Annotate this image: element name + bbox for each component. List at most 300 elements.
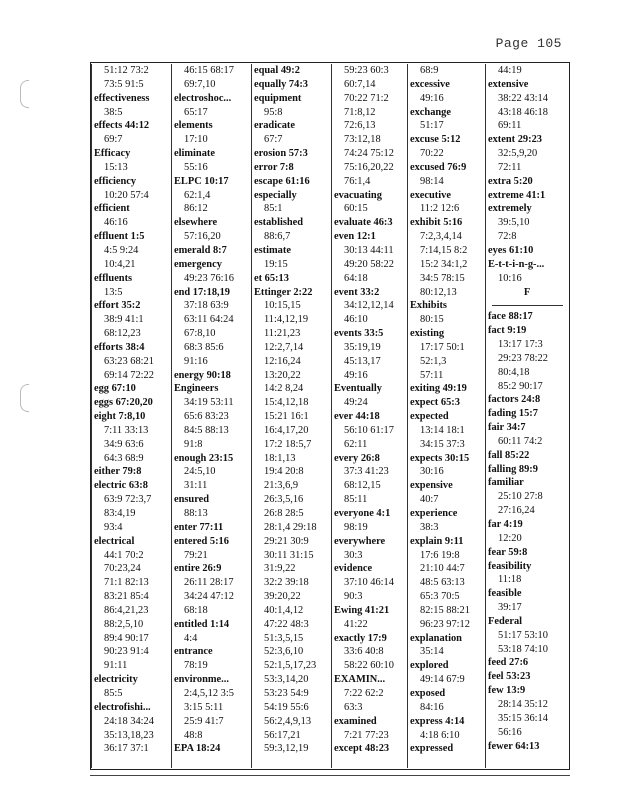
page-line-ref: 34:12,12,14: [344, 300, 394, 312]
page-line-ref: 49:24: [344, 397, 368, 409]
index-term: falling 89:9: [488, 463, 538, 475]
page-line-ref: 25:9 41:7: [184, 715, 224, 727]
page-line-ref: 15:2 34:1,2: [420, 258, 468, 270]
index-term: extremely: [488, 203, 532, 215]
page-line-ref: 67:7: [264, 134, 283, 146]
index-term: expressed: [410, 743, 454, 755]
index-term: effluent 1:5: [94, 231, 145, 243]
page-line-ref: 40:1,4,12: [264, 604, 304, 616]
page-line-ref: 96:23 97:12: [420, 618, 470, 630]
page-line-ref: 39:5,10: [498, 217, 530, 229]
page-line-ref: 30:11 31:15: [264, 549, 314, 561]
index-term: enough 23:15: [174, 452, 234, 464]
index-term: ELPC 10:17: [174, 175, 229, 187]
page-line-ref: 90:23 91:4: [104, 646, 149, 658]
page-line-ref: 69:11: [498, 120, 522, 132]
page-line-ref: 7:11 33:13: [104, 424, 149, 436]
index-term: expensive: [410, 480, 453, 492]
page-line-ref: 7:14,15 8:2: [420, 244, 468, 256]
index-term: Eventually: [334, 383, 382, 395]
page-line-ref: 26:8 28:5: [264, 508, 304, 519]
page-line-ref: 12:20: [498, 532, 522, 544]
page-line-ref: 86:12: [184, 203, 208, 215]
page-line-ref: 72:6,13: [344, 120, 376, 132]
index-term: extensive: [488, 78, 529, 90]
page-line-ref: 52:1,5,17,23: [264, 660, 317, 672]
index-term: EXAMIN...: [334, 674, 386, 686]
page-line-ref: 28:1,4 29:18: [264, 521, 317, 533]
page-line-ref: 4:18 6:10: [420, 729, 460, 741]
index-term: error 7:8: [254, 161, 294, 173]
page-line-ref: 49:16: [420, 92, 444, 104]
page-line-ref: 75:16,20,22: [344, 161, 394, 173]
page-line-ref: 63:23 68:21: [104, 355, 154, 367]
page-line-ref: 35:15 36:14: [498, 712, 548, 724]
page-line-ref: 10:16: [498, 272, 522, 284]
index-term: exchange: [410, 106, 451, 118]
index-term: feasible: [488, 588, 522, 600]
page-line-ref: 11:21,23: [264, 328, 301, 340]
index-term: Ettinger 2:22: [254, 286, 313, 298]
index-term: excessive: [410, 78, 450, 90]
page-line-ref: 70:22 71:2: [344, 92, 389, 104]
index-term: even 12:1: [334, 231, 376, 243]
index-term: exiting 49:19: [410, 383, 467, 395]
page-line-ref: 39:17: [498, 602, 522, 614]
page-line-ref: 37:3 41:23: [344, 466, 389, 478]
page-line-ref: 45:13,17: [344, 355, 381, 367]
page-line-ref: 65:6 83:23: [184, 411, 229, 423]
index-term: everywhere: [334, 535, 386, 547]
page-line-ref: 35:19,19: [344, 341, 381, 353]
index-term: fact 9:19: [488, 325, 527, 337]
page-line-ref: 13:14 18:1: [420, 424, 465, 436]
page-line-ref: 19:4 20:8: [264, 466, 304, 478]
page-line-ref: 95:8: [264, 106, 283, 118]
index-term: equipment: [254, 92, 302, 104]
index-term: effort 35:2: [94, 300, 141, 312]
page-line-ref: 11:18: [498, 574, 522, 586]
page-line-ref: 56:10 61:17: [344, 424, 394, 436]
index-term: fewer 64:13: [488, 740, 540, 752]
page-line-ref: 49:20 58:22: [344, 258, 394, 270]
index-term: far 4:19: [488, 519, 523, 530]
page-line-ref: 53:18 74:10: [498, 643, 548, 655]
index-term: efficient: [94, 203, 130, 215]
page-line-ref: 37:10 46:14: [344, 577, 394, 589]
page-line-ref: 88:2,5,10: [104, 618, 144, 630]
page-line-ref: 15:21 16:1: [264, 411, 309, 423]
index-term: entrance: [174, 646, 213, 658]
index-term: everyone 4:1: [334, 508, 391, 519]
page-line-ref: 58:22 60:10: [344, 660, 394, 672]
page-line-ref: 98:14: [420, 175, 444, 187]
page-line-ref: 71:8,12: [344, 106, 376, 118]
index-term: expect 65:3: [410, 397, 460, 409]
page-line-ref: 62:11: [344, 438, 368, 450]
index-term: environme...: [174, 674, 229, 686]
page-line-ref: 2:4,5,12 3:5: [184, 687, 234, 699]
index-term: enter 77:11: [174, 521, 224, 533]
index-term: eradicate: [254, 120, 295, 132]
page-line-ref: 68:12,23: [104, 328, 141, 340]
index-term: eight 7:8,10: [94, 411, 146, 423]
page-line-ref: 54:19 55:6: [264, 701, 309, 713]
page-line-ref: 68:3 85:6: [184, 341, 224, 353]
page-line-ref: 43:18 46:18: [498, 106, 548, 118]
page-line-ref: 12:2,7,14: [264, 341, 304, 353]
page-line-ref: 83:21 85:4: [104, 591, 149, 603]
index-term: Federal: [488, 615, 523, 627]
index-term: explain 9:11: [410, 535, 464, 547]
page-line-ref: 64:3 68:9: [104, 452, 144, 464]
page-line-ref: 36:17 37:1: [104, 743, 149, 755]
index-term: emergency: [174, 258, 222, 270]
page-line-ref: 4:5 9:24: [104, 244, 139, 256]
page-line-ref: 84:16: [420, 701, 444, 713]
page-line-ref: 82:15 88:21: [420, 604, 470, 616]
index-term: erosion 57:3: [254, 148, 308, 160]
index-term: entered 5:16: [174, 535, 229, 547]
page-line-ref: 17:17 50:1: [420, 341, 465, 353]
index-term: exposed: [410, 687, 446, 699]
index-term: ever 44:18: [334, 411, 380, 423]
index-term: evidence: [334, 563, 373, 575]
index-term: EPA 18:24: [174, 743, 221, 755]
page-line-ref: 86:4,21,23: [104, 604, 149, 616]
page-line-ref: 63:11 64:24: [184, 314, 234, 326]
index-term: expects 30:15: [410, 452, 470, 464]
page-line-ref: 33:6 40:8: [344, 646, 384, 658]
page-line-ref: 85:11: [344, 494, 368, 506]
index-term: excused 76:9: [410, 161, 467, 173]
page-line-ref: 88:6,7: [264, 231, 291, 243]
page-line-ref: 47:22 48:3: [264, 618, 309, 630]
page-line-ref: 60:15: [344, 203, 368, 215]
page-line-ref: 44:1 70:2: [104, 549, 144, 561]
page-line-ref: 72:11: [498, 161, 522, 173]
page-line-ref: 68:12,15: [344, 480, 381, 492]
page-line-ref: 51:17: [420, 120, 444, 132]
page-line-ref: 41:22: [344, 618, 368, 630]
index-term: excuse 5:12: [410, 134, 461, 146]
index-term: extra 5:20: [488, 175, 533, 187]
page-line-ref: 38:3: [420, 521, 439, 533]
index-term: especially: [254, 189, 297, 201]
index-term: elements: [174, 120, 213, 132]
index-term: electricity: [94, 674, 138, 686]
index-term: energy 90:18: [174, 369, 231, 381]
index-column-4: [331, 64, 407, 768]
page-line-ref: 17:6 19:8: [420, 549, 460, 561]
page-line-ref: 29:21 30:9: [264, 535, 309, 547]
page-line-ref: 80:4,18: [498, 366, 530, 378]
index-term: experience: [410, 508, 458, 519]
index-term: eggs 67:20,20: [94, 397, 153, 409]
index-term: examined: [334, 715, 377, 727]
page-line-ref: 69:14 72:22: [104, 369, 154, 381]
page-line-ref: 15:4,12,18: [264, 397, 309, 409]
page-line-ref: 12:16,24: [264, 355, 301, 367]
page-line-ref: 52:1,3: [420, 355, 447, 367]
page-line-ref: 57:16,20: [184, 231, 221, 243]
page-line-ref: 10:15,15: [264, 300, 301, 312]
page-line-ref: 30:13 44:11: [344, 244, 394, 256]
page-line-ref: 27:16,24: [498, 505, 535, 517]
page-line-ref: 55:16: [184, 161, 208, 173]
page-line-ref: 98:19: [344, 521, 368, 533]
index-term: equally 74:3: [254, 78, 308, 90]
index-term: exhibit 5:16: [410, 217, 463, 229]
index-term: estimate: [254, 244, 291, 256]
index-term: efforts 38:4: [94, 341, 145, 353]
page-line-ref: 13:5: [104, 286, 123, 298]
page-line-ref: 35:14: [420, 646, 444, 658]
index-term: feasibility: [488, 560, 532, 572]
index-term: exactly 17:9: [334, 632, 387, 644]
page-line-ref: 17:10: [184, 134, 208, 146]
index-term: Ewing 41:21: [334, 604, 390, 616]
page-line-ref: 70:22: [420, 148, 444, 160]
index-term: face 88:17: [488, 311, 533, 323]
page-line-ref: 34:5 78:15: [420, 272, 465, 284]
page-line-ref: 13:20,22: [264, 369, 301, 381]
index-term: feed 27:6: [488, 657, 529, 669]
page-line-ref: 51:12 73:2: [104, 65, 149, 76]
page-line-ref: 68:18: [184, 604, 208, 616]
index-term: either 79:8: [94, 466, 142, 478]
index-term: electrofishi...: [94, 701, 151, 713]
index-term: emerald 8:7: [174, 244, 227, 256]
page-line-ref: 60:11 74:2: [498, 435, 543, 447]
index-term: factors 24:8: [488, 394, 541, 406]
page-line-ref: 76:1,4: [344, 175, 371, 187]
page-line-ref: 88:13: [184, 508, 208, 519]
page-line-ref: 26:11 28:17: [184, 577, 234, 589]
page-number: Page 105: [495, 36, 562, 51]
page-line-ref: 4:4: [184, 632, 198, 644]
page-line-ref: 52:3,6,10: [264, 646, 304, 658]
page-line-ref: 35:13,18,23: [104, 729, 154, 741]
page-line-ref: 65:17: [184, 106, 208, 118]
page-line-ref: 56:17,21: [264, 729, 301, 741]
page-line-ref: 85:5: [104, 687, 123, 699]
page-line-ref: 83:4,19: [104, 508, 136, 519]
index-term: express 4:14: [410, 715, 465, 727]
index-term: escape 61:16: [254, 175, 310, 187]
page-line-ref: 21:10 44:7: [420, 563, 465, 575]
page-line-ref: 79:21: [184, 549, 208, 561]
page-line-ref: 85:2 90:17: [498, 380, 543, 392]
index-term: familiar: [488, 477, 524, 489]
page-line-ref: 38:9 41:1: [104, 314, 144, 326]
letter-heading: F: [523, 286, 532, 298]
page-line-ref: 26:3,5,16: [264, 494, 304, 506]
index-term: egg 67:10: [94, 383, 136, 395]
page-line-ref: 11:4,12,19: [264, 314, 309, 326]
index-term: fall 85:22: [488, 449, 530, 461]
index-term: executive: [410, 189, 451, 201]
index-term: evaluate 46:3: [334, 217, 393, 229]
index-term: events 33:5: [334, 328, 384, 340]
page-line-ref: 72:8: [498, 231, 517, 243]
page-line-ref: 38:22 43:14: [498, 92, 548, 104]
page-line-ref: 30:3: [344, 549, 363, 561]
page-line-ref: 85:1: [264, 203, 283, 215]
page-line-ref: 39:20,22: [264, 591, 301, 603]
page-line-ref: 16:4,17,20: [264, 424, 309, 436]
page-line-ref: 74:24 75:12: [344, 148, 394, 160]
index-term: event 33:2: [334, 286, 380, 298]
page-line-ref: 91:16: [184, 355, 208, 367]
index-column-1: [91, 64, 171, 768]
page-line-ref: 11:2 12:6: [420, 203, 460, 215]
page-line-ref: 90:3: [344, 591, 363, 603]
page-line-ref: 70:23,24: [104, 563, 141, 575]
index-term: explanation: [410, 632, 462, 644]
page-line-ref: 53:23 54:9: [264, 687, 309, 699]
page-line-ref: 14:2 8,24: [264, 383, 304, 395]
page-line-ref: 19:15: [264, 258, 288, 270]
index-term: entire 26:9: [174, 563, 222, 575]
page-line-ref: 30:16: [420, 466, 444, 478]
page-line-ref: 15:13: [104, 161, 128, 173]
index-term: expected: [410, 411, 449, 423]
page-line-ref: 34:24 47:12: [184, 591, 234, 603]
index-term: existing: [410, 328, 445, 340]
index-term: end 17:18,19: [174, 286, 230, 298]
page-line-ref: 91:8: [184, 438, 203, 450]
page-line-ref: 51:17 53:10: [498, 629, 548, 641]
page-line-ref: 67:8,10: [184, 328, 216, 340]
page-line-ref: 64:18: [344, 272, 368, 284]
page-line-ref: 24:18 34:24: [104, 715, 154, 727]
index-term: electroshoc...: [174, 92, 232, 104]
page-line-ref: 34:15 37:3: [420, 438, 465, 450]
page-line-ref: 49:23 76:16: [184, 272, 234, 284]
index-term: effluents: [94, 272, 133, 284]
index-column-3: [251, 64, 331, 768]
page-line-ref: 44:19: [498, 65, 522, 76]
index-term: Efficacy: [94, 148, 131, 160]
page-line-ref: 63:3: [344, 701, 363, 713]
index-term: Exhibits: [410, 300, 447, 312]
page-line-ref: 37:18 63:9: [184, 300, 229, 312]
page-line-ref: 46:10: [344, 314, 368, 326]
index-term: efficiency: [94, 175, 137, 187]
binder-hole-icon: [20, 384, 29, 412]
page-line-ref: 62:1,4: [184, 189, 211, 201]
page-line-ref: 73:5 91:5: [104, 78, 144, 90]
page-line-ref: 80:15: [420, 314, 444, 326]
index-term: fair 34:7: [488, 422, 526, 434]
page-line-ref: 69:7,10: [184, 78, 216, 90]
index-term: extent 29:23: [488, 134, 542, 146]
page-line-ref: 7:22 62:2: [344, 687, 384, 699]
page-line-ref: 73:12,18: [344, 134, 381, 146]
page-line-ref: 91:11: [104, 660, 128, 672]
page-line-ref: 59:3,12,19: [264, 743, 309, 755]
index-term: electrical: [94, 535, 135, 547]
page-line-ref: 69:7: [104, 134, 123, 146]
page-line-ref: 49:14 67:9: [420, 674, 465, 686]
page-line-ref: 7:2,3,4,14: [420, 231, 462, 243]
letter-divider: [492, 299, 563, 306]
index-column-5: [407, 64, 485, 768]
page-line-ref: 46:15 68:17: [184, 65, 234, 76]
page-line-ref: 49:16: [344, 369, 368, 381]
page-line-ref: 53:3,14,20: [264, 674, 309, 686]
index-term: feel 53:23: [488, 671, 531, 683]
page-line-ref: 59:23 60:3: [344, 65, 389, 76]
index-term: et 65:13: [254, 272, 289, 284]
page-line-ref: 48:8: [184, 729, 203, 741]
page-line-ref: 17:2 18:5,7: [264, 438, 312, 450]
page-line-ref: 71:1 82:13: [104, 577, 149, 589]
page-line-ref: 93:4: [104, 521, 123, 533]
page-line-ref: 60:7,14: [344, 78, 376, 90]
index-term: few 13:9: [488, 685, 526, 697]
page-line-ref: 56:16: [498, 726, 522, 738]
page-line-ref: 28:14 35:12: [498, 698, 548, 710]
page-line-ref: 38:5: [104, 106, 123, 118]
index-term: explored: [410, 660, 449, 672]
index-column-2: [171, 64, 251, 768]
page-line-ref: 80:12,13: [420, 286, 457, 298]
page-line-ref: 34:19 53:11: [184, 397, 234, 409]
page-line-ref: 10:4,21: [104, 258, 136, 270]
index-term: E-t-t-i-n-g-...: [488, 258, 545, 270]
index-term: eyes 61:10: [488, 244, 534, 256]
page-line-ref: 57:11: [420, 369, 444, 381]
page-line-ref: 29:23 78:22: [498, 352, 548, 364]
page-line-ref: 24:5,10: [184, 466, 216, 478]
page-line-ref: 25:10 27:8: [498, 491, 543, 503]
index-term: except 48:23: [334, 743, 390, 755]
page-line-ref: 56:2,4,9,13: [264, 715, 312, 727]
page-line-ref: 32:2 39:18: [264, 577, 309, 589]
page-line-ref: 21:3,6,9: [264, 480, 299, 492]
index-term: entitled 1:14: [174, 618, 230, 630]
page-line-ref: 63:9 72:3,7: [104, 494, 152, 506]
index-term: extreme 41:1: [488, 189, 546, 201]
index-term: equal 49:2: [254, 65, 300, 76]
page-line-ref: 46:16: [104, 217, 128, 229]
index-term: eliminate: [174, 148, 215, 160]
index-term: elsewhere: [174, 217, 218, 229]
page-line-ref: 31:9,22: [264, 563, 296, 575]
page-line-ref: 3:15 5:11: [184, 701, 224, 713]
page-line-ref: 13:17 17:3: [498, 339, 543, 351]
page-line-ref: 68:9: [420, 65, 439, 76]
index-term: fading 15:7: [488, 408, 538, 420]
index-term: every 26:8: [334, 452, 380, 464]
page-line-ref: 89:4 90:17: [104, 632, 149, 644]
index-term: Engineers: [174, 383, 219, 395]
page-line-ref: 31:11: [184, 480, 208, 492]
index-term: effects 44:12: [94, 120, 150, 132]
page-line-ref: 84:5 88:13: [184, 424, 229, 436]
page-line-ref: 34:9 63:6: [104, 438, 144, 450]
index-term: fear 59:8: [488, 546, 528, 558]
index-column-6: [485, 64, 569, 768]
page-line-ref: 7:21 77:23: [344, 729, 389, 741]
page-line-ref: 32:5,9,20: [498, 148, 538, 160]
index-term: evacuating: [334, 189, 382, 201]
bottom-rule: [90, 775, 570, 776]
index-term: ensured: [174, 494, 210, 506]
page-line-ref: 40:7: [420, 494, 439, 506]
